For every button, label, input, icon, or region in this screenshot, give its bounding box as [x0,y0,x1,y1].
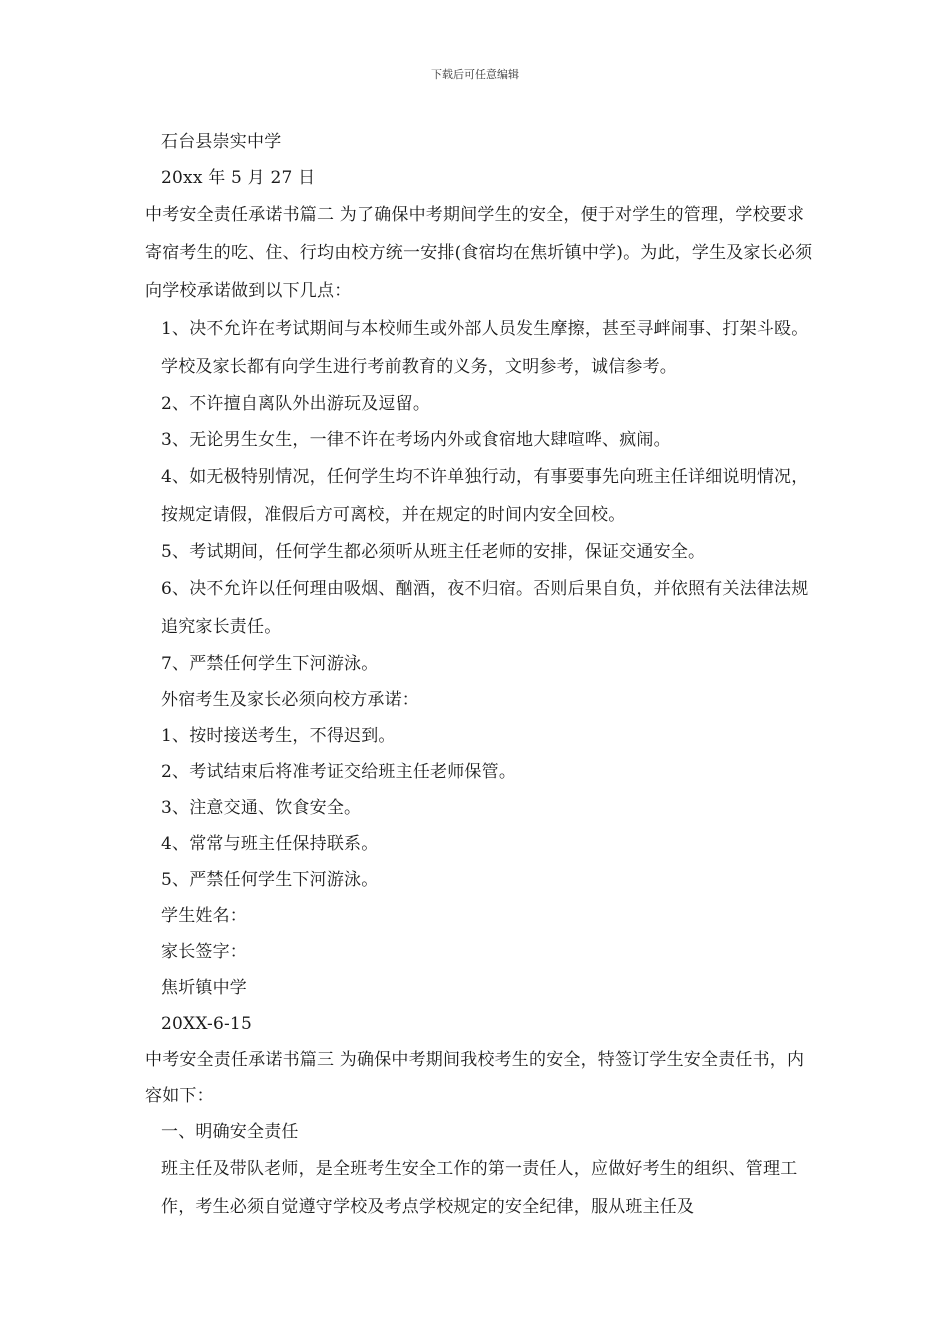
external-item-4: 4、常常与班主任保持联系。 [161,834,379,854]
signing-date: 20XX-6-15 [161,1014,252,1034]
external-item-1: 1、按时接送考生，不得迟到。 [161,726,396,746]
date-line: 20xx 年 5 月 27 日 [161,168,316,188]
school-name-line: 石台县崇实中学 [161,132,282,152]
section-two-intro: 中考安全责任承诺书篇二 为了确保中考期间学生的安全，便于对学生的管理，学校要求寄宿考生的吃、住、行均由校方统一安排(食宿均在焦圻镇中学)。为此，学生及家长必须向学校承诺做到以下几点： [145,205,813,301]
rule-item-4: 4、如无极特别情况，任何学生均不许单独行动，有事要事先向班主任详细说明情况，按规定请假，准假后方可离校，并在规定的时间内安全回校。 [161,467,809,525]
section-three-heading-1: 一、明确安全责任 [161,1122,299,1142]
section-three-intro: 中考安全责任承诺书篇三 为确保中考期间我校考生的安全，特签订学生安全责任书，内容如下： [145,1050,805,1106]
rule-item-5: 5、考试期间，任何学生都必须听从班主任老师的安排，保证交通安全。 [161,542,706,562]
rule-item-6: 6、决不允许以任何理由吸烟、酗酒，夜不归宿。否则后果自负，并依照有关法律法规追究家长责任。 [161,579,809,637]
external-item-3: 3、注意交通、饮食安全。 [161,798,362,818]
external-students-heading: 外宿考生及家长必须向校方承诺： [161,690,419,710]
rule-item-7: 7、严禁任何学生下河游泳。 [161,654,379,674]
page-header: 下载后可任意编辑 [431,68,519,81]
external-item-5: 5、严禁任何学生下河游泳。 [161,870,379,890]
rule-item-1: 1、决不允许在考试期间与本校师生或外部人员发生摩擦，甚至寻衅闹事、打架斗殴。学校及家长都有向学生进行考前教育的义务，文明参考，诚信参考。 [161,319,809,377]
rule-item-3: 3、无论男生女生，一律不许在考场内外或食宿地大肆喧哗、疯闹。 [161,430,671,450]
section-three-paragraph-1: 班主任及带队老师，是全班考生安全工作的第一责任人，应做好考生的组织、管理工作，考生必须自觉遵守学校及考点学校规定的安全纪律，服从班主任及 [161,1159,798,1217]
student-name-field: 学生姓名： [161,906,247,926]
parent-signature-field: 家长签字： [161,942,247,962]
rule-item-2: 2、不许擅自离队外出游玩及逗留。 [161,394,431,414]
signing-school: 焦圻镇中学 [161,978,247,998]
external-item-2: 2、考试结束后将准考证交给班主任老师保管。 [161,762,517,782]
document-body [145,124,817,1226]
